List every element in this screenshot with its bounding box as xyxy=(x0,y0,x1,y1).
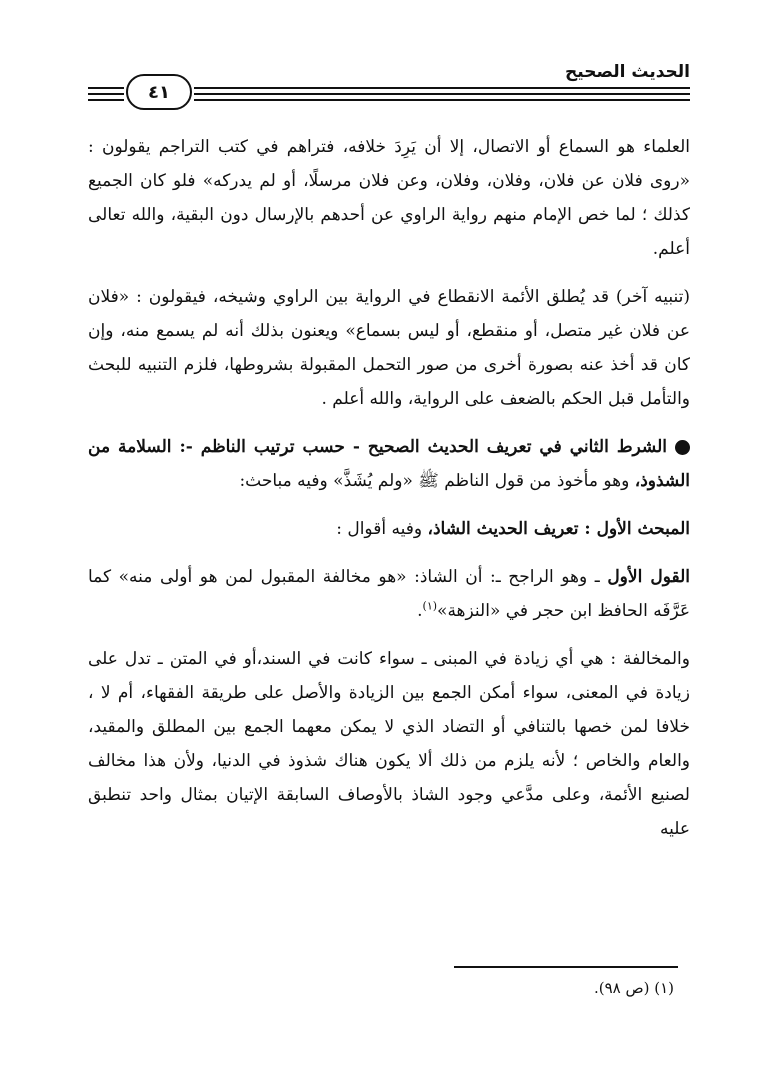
main-text xyxy=(88,130,690,860)
header-rule xyxy=(88,87,124,89)
footnote-divider xyxy=(454,966,678,968)
opinion-heading: القول الأول xyxy=(607,567,690,587)
paragraph xyxy=(88,430,690,498)
paragraph xyxy=(88,512,690,546)
paragraph: العلماء هو السماع أو الاتصال، إلا أن يَرِدَ خلافه، فتراهم في كتب التراجم يقولون : «روى فلان عن فلان، وفلان، وفلان، وعن فلان مرسلًا، أو لم يدركه» فلو كان الجميع كذلك ؛ لما خص الإمام منهم رواية الراوي عن أحدهم بالإرسال دون البقية، والله تعالى أعلم. xyxy=(88,137,690,259)
subsection-heading: المبحث الأول : تعريف الحديث الشاذ، xyxy=(427,519,690,539)
header-rule xyxy=(194,93,690,95)
footnote: (١) (ص ٩٨). xyxy=(593,979,674,997)
bullet-icon xyxy=(675,440,690,455)
section-heading: الشرط الثاني في تعريف الحديث الصحيح - حسب ترتيب الناظم -: السلامة من الشذوذ، xyxy=(88,437,690,491)
paragraph: (تنبيه آخر) قد يُطلق الأئمة الانقطاع في الرواية بين الراوي وشيخه، فيقولون : «فلان عن فلان غير متصل، أو منقطع، أو ليس بسماع» ويعنون بذلك أنه لم يسمع منه، وإن كان قد أخذ عنه بصورة أخرى من صور التحمل المقبولة بشروطها، فلزم التنبيه للبحث والتأمل قبل الحكم بالضعف على الرواية، والله أعلم . xyxy=(88,287,690,409)
page-header xyxy=(88,62,690,106)
paragraph: والمخالفة : هي أي زيادة في المبنى ـ سواء كانت في السند،أو في المتن ـ تدل على زيادة في المعنى، سواء أمكن الجمع بين الزيادة والأصل على طريقة الفقهاء، أم لا ، خلافا لمن خصها بالتنافي أو التضاد الذي لا يمكن معهما الجمع بين المطلق والمقيد، والعام والخاص ؛ لأنه يلزم من ذلك ألا يكون هناك شذوذ في الدنيا، ولأن هذا مخالف لصنيع الأئمة، وعلى مدَّعي وجود الشاذ بالأوصاف السابقة الإتيان بمثال واحد تنطبق عليه xyxy=(88,649,690,839)
paragraph-text: . xyxy=(417,601,423,621)
header-rule xyxy=(194,99,690,101)
paragraph-text: وفيه أقوال : xyxy=(336,519,428,539)
paragraph xyxy=(88,560,690,628)
page-number: ٤١ xyxy=(126,74,192,110)
running-title: الحديث الصحيح xyxy=(565,62,690,82)
header-rule xyxy=(88,93,124,95)
paragraph-text: ـ وهو الراجح ـ: أن الشاذ: «هو مخالفة المقبول لمن هو أولى منه» كما عَرَّفَه الحافظ ابن حجر في «النزهة» xyxy=(88,567,690,621)
paragraph-text: وهو مأخوذ من قول الناظم ﷺ «ولم يُشَذَّ» وفيه مباحث: xyxy=(239,471,635,491)
footnote-reference[interactable]: (١) xyxy=(422,599,438,613)
header-rule xyxy=(88,99,124,101)
header-rule xyxy=(194,87,690,89)
